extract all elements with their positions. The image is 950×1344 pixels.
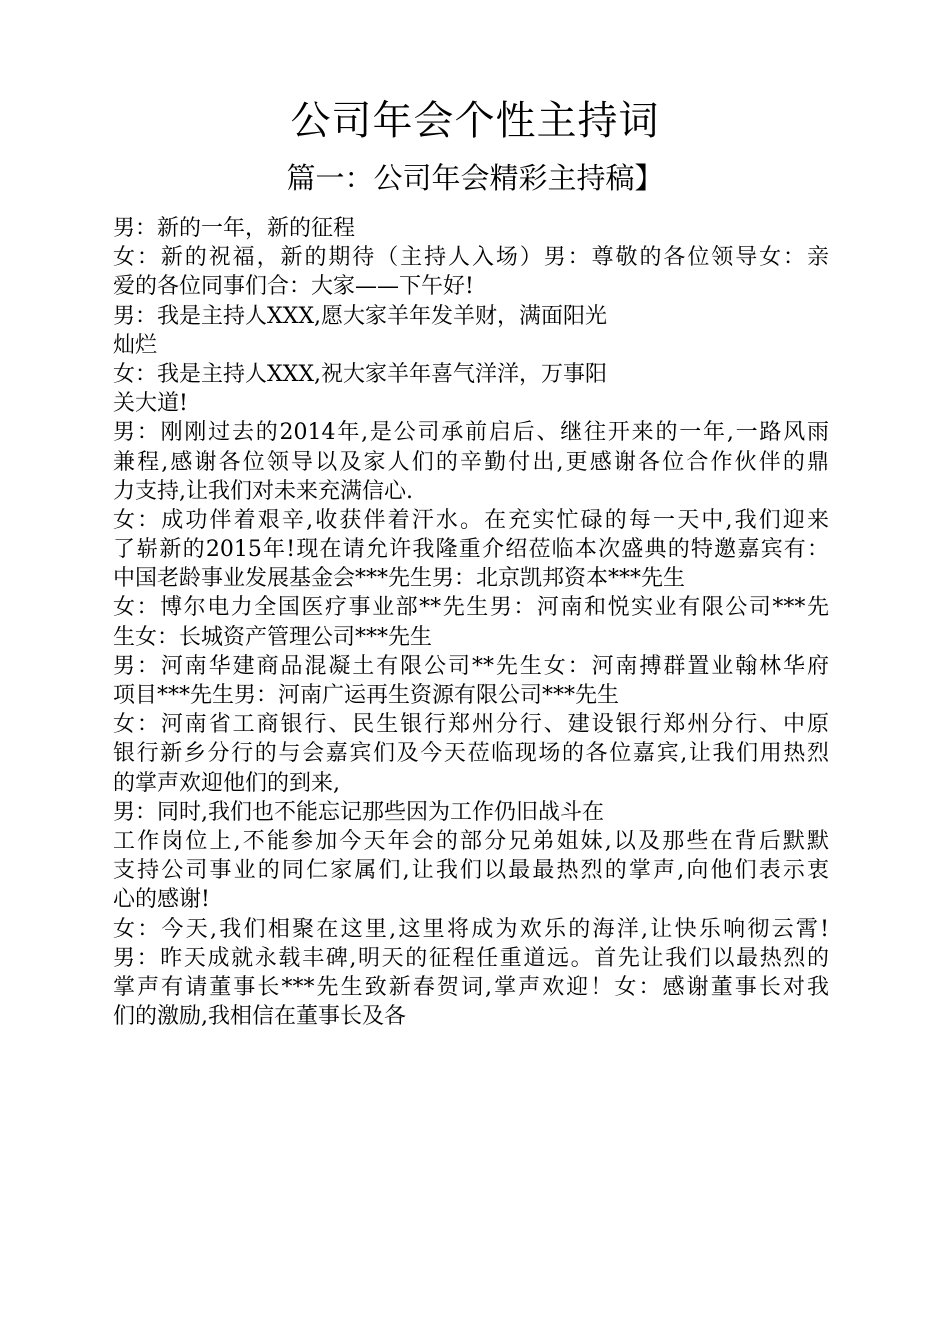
body-line: 女：今天,我们相聚在这里,这里将成为欢乐的海洋,让快乐响彻云霄!: [113, 916, 829, 942]
body-line: 女：我是主持人XXX,祝大家羊年喜气洋洋，万事阳: [113, 361, 607, 387]
body-line: 了崭新的2015年!现在请允许我隆重介绍莅临本次盛典的特邀嘉宾有：: [113, 537, 829, 563]
body-line: 力支持,让我们对未来充满信心.: [113, 478, 413, 504]
body-line: 男：河南华建商品混凝土有限公司**先生女：河南搏群置业翰林华府: [113, 653, 829, 679]
body-line: 灿烂: [113, 332, 158, 358]
body-line: 生女：长城资产管理公司***先生: [113, 624, 433, 650]
body-line: 项目***先生男：河南广运再生资源有限公司***先生: [113, 683, 620, 708]
body-line: 中国老龄事业发展基金会***先生男：北京凯邦资本***先生: [113, 566, 686, 592]
body-line: 男：昨天成就永载丰碑,明天的征程任重道远。首先让我们以最热烈的: [113, 945, 829, 971]
document-title: 公司年会个性主持词: [290, 98, 660, 144]
body-line: 银行新乡分行的与会嘉宾们及今天莅临现场的各位嘉宾,让我们用热烈: [113, 741, 829, 767]
body-line: 兼程,感谢各位领导以及家人们的辛勤付出,更感谢各位合作伙伴的鼎: [113, 449, 829, 475]
body-line: 们的激励,我相信在董事长及各: [113, 1004, 406, 1030]
document-body: [113, 214, 829, 1031]
document-subtitle: 篇一：公司年会精彩主持稿】: [286, 161, 664, 195]
body-line: 的掌声欢迎他们的到来,: [113, 770, 340, 796]
body-line: 关大道!: [113, 391, 188, 417]
body-line: 女：博尔电力全国医疗事业部**先生男：河南和悦实业有限公司***先: [113, 595, 829, 621]
body-line: 男：我是主持人XXX,愿大家羊年发羊财，满面阳光: [113, 303, 607, 329]
body-line: 心的感谢!: [113, 887, 210, 913]
body-line: 男：新的一年，新的征程: [113, 216, 356, 241]
body-line: 男：同时,我们也不能忘记那些因为工作仍旧战斗在: [113, 799, 604, 825]
body-line: 女：河南省工商银行、民生银行郑州分行、建设银行郑州分行、中原: [113, 712, 829, 738]
body-line: 掌声有请董事长***先生致新春贺词,掌声欢迎！女：感谢董事长对我: [113, 974, 829, 1000]
body-line: 爱的各位同事们合：大家——下午好!: [113, 274, 474, 300]
body-line: 女：成功伴着艰辛,收获伴着汗水。在充实忙碌的每一天中,我们迎来: [113, 507, 829, 533]
body-line: 工作岗位上,不能参加今天年会的部分兄弟姐妹,以及那些在背后默默: [113, 828, 829, 854]
body-line: 女：新的祝福，新的期待（主持人入场）男：尊敬的各位领导女：亲: [113, 245, 829, 271]
body-line: 男：刚刚过去的2014年,是公司承前启后、继往开来的一年,一路风雨: [113, 420, 829, 446]
body-line: 支持公司事业的同仁家属们,让我们以最最热烈的掌声,向他们表示衷: [113, 858, 829, 884]
